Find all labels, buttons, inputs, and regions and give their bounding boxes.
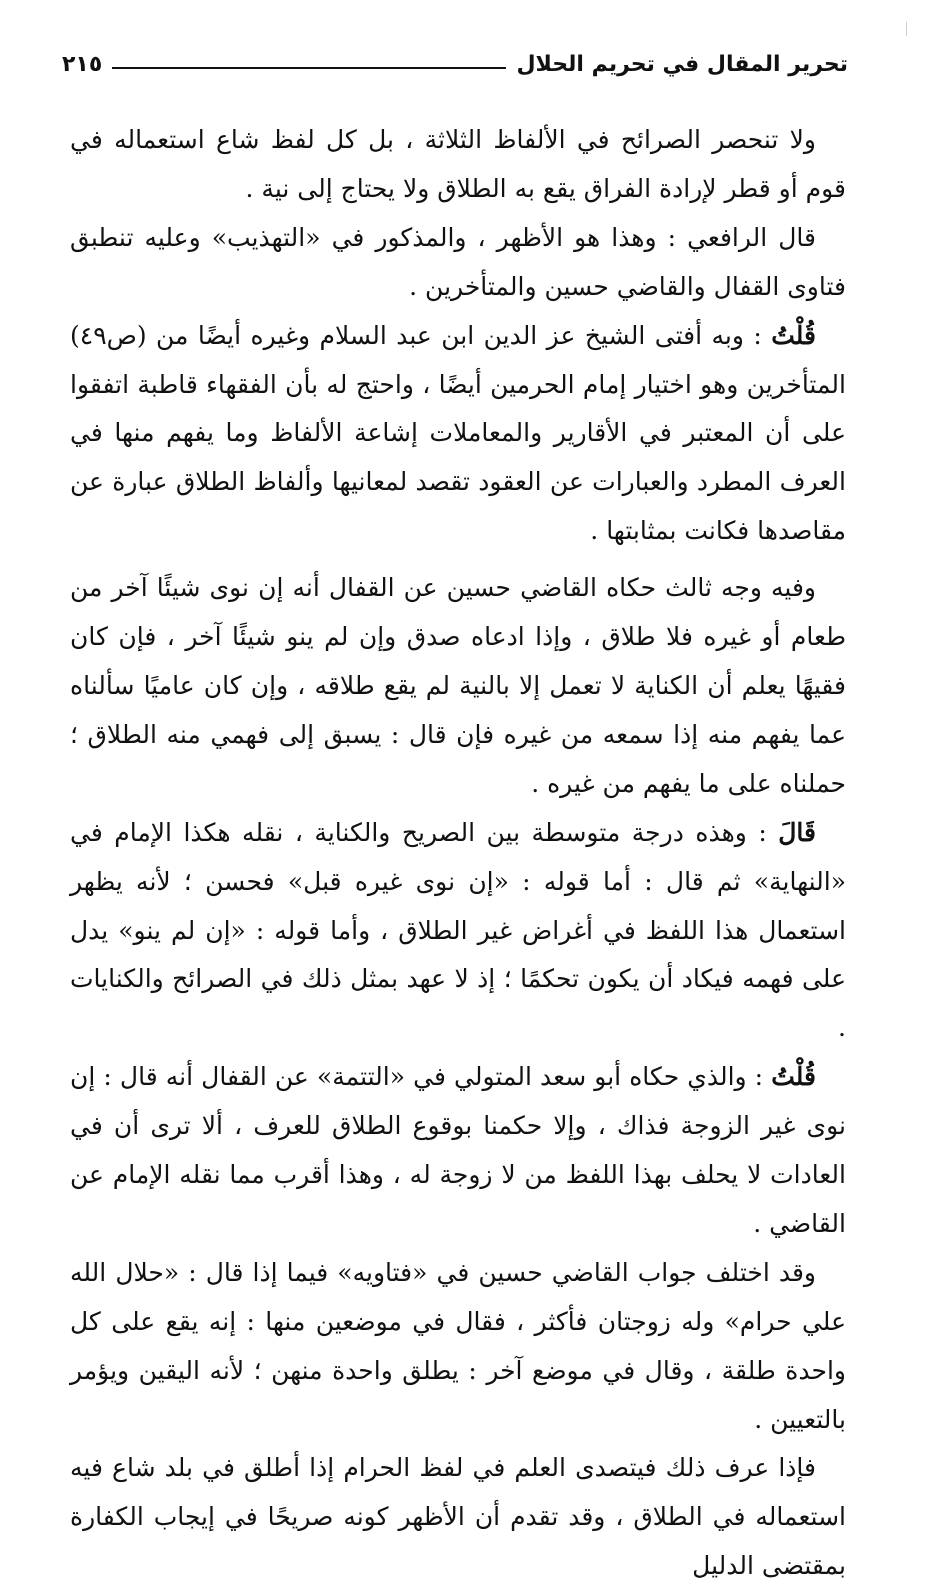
paragraph-8: [70, 1444, 846, 1591]
paragraph-text: وقد اختلف جواب القاضي حسين في «فتاويه» فيما إذا قال : «حلال الله علي حرام» وله زوجتان فأكثر ، فقال في موضعين منها : إنه يقع على كل واحدة طلقة ، وقال في موضع آخر : يطلق واحدة منهن ؛ لأنه اليقين ويؤمر بالتعيين .: [70, 1257, 846, 1434]
paragraph-3: [70, 312, 846, 557]
paragraph-text: وفيه وجه ثالث حكاه القاضي حسين عن القفال أنه إن نوى شيئًا آخر من طعام أو غيره فلا طلاق ، وإذا ادعاه صدق وإن لم ينو شيئًا آخر ، فإن كان فقيهًا يعلم أن الكناية لا تعمل إلا بالنية لم يقع طلاقه ، وإن كان عاميًا سألناه عما يفهم منه إذا سمعه من غيره فإن قال : يسبق إلى فهمي منه الطلاق ؛ حملناه على ما يفهم من غيره .: [70, 573, 846, 798]
page-number: ٢١٥: [62, 51, 103, 77]
paragraph-text: : وبه أفتى الشيخ عز الدين ابن عبد السلام وغيره أيضًا من (ص٤٩) المتأخرين وهو اختيار إمام الحرمين أيضًا ، واحتج له بأن الفقهاء قاطبة اتفقوا على أن المعتبر في الأقارير والمعاملات إشاعة الألفاظ وما يفهم منها في العرف المطرد والعبارات عن العقود تقصد لمعانيها وألفاظ الطلاق عبارة عن مقاصدها فكانت بمثابتها .: [70, 320, 846, 546]
paragraph-text: فإذا عرف ذلك فيتصدى العلم في لفظ الحرام إذا أطلق في بلد شاع فيه استعماله في الطلاق ، وقد تقدم أن الأظهر كونه صريحًا في إيجاب الكفارة بمقتضى الدليل: [70, 1453, 846, 1581]
paragraph-2: [70, 214, 846, 312]
paragraph-text: ولا تنحصر الصرائح في الألفاظ الثلاثة ، بل كل لفظ شاع استعماله في قوم أو قطر لإرادة الفراق يقع به الطلاق ولا يحتاج إلى نية .: [70, 125, 846, 203]
paragraph-lead: قَالَ: [778, 817, 816, 847]
running-header: [62, 44, 848, 84]
header-rule: [112, 67, 506, 69]
paragraph-6: [70, 1053, 846, 1249]
paragraph-text: : وهذه درجة متوسطة بين الصريح والكناية ، نقله هكذا الإمام في «النهاية» ثم قال : أما قوله : «إن نوى غيره قبل» فحسن ؛ لأنه يظهر استعمال هذا اللفظ في أغراض غير الطلاق ، وأما قوله : «إن لم ينو» يدل على فهمه فيكاد أن يكون تحكمًا ؛ إذ لا عهد بمثل ذلك في الصرائح والكنايات .: [70, 817, 846, 1043]
paragraph-lead: قُلْتُ: [771, 320, 817, 350]
paragraph-1: [70, 116, 846, 214]
paragraph-text: قال الرافعي : وهذا هو الأظهر ، والمذكور في «التهذيب» وعليه تنطبق فتاوى القفال والقاضي حسين والمتأخرين .: [70, 222, 846, 301]
paragraph-5: [70, 809, 846, 1054]
scan-edge-mark: [906, 22, 915, 36]
paragraph-lead: قُلْتُ: [771, 1062, 816, 1092]
paragraph-4: [70, 564, 846, 809]
body-text: [70, 116, 846, 1591]
paragraph-7: [70, 1249, 846, 1445]
paragraph-text: : والذي حكاه أبو سعد المتولي في «التتمة» عن القفال أنه قال : إن نوى غير الزوجة فذاك ، وإلا حكمنا بوقوع الطلاق للعرف ، ألا ترى أن في العادات لا يحلف بهذا اللفظ من لا زوجة له ، وهذا أقرب مما نقله الإمام عن القاضي .: [70, 1062, 846, 1238]
running-title: تحرير المقال في تحريم الحلال: [516, 51, 848, 77]
